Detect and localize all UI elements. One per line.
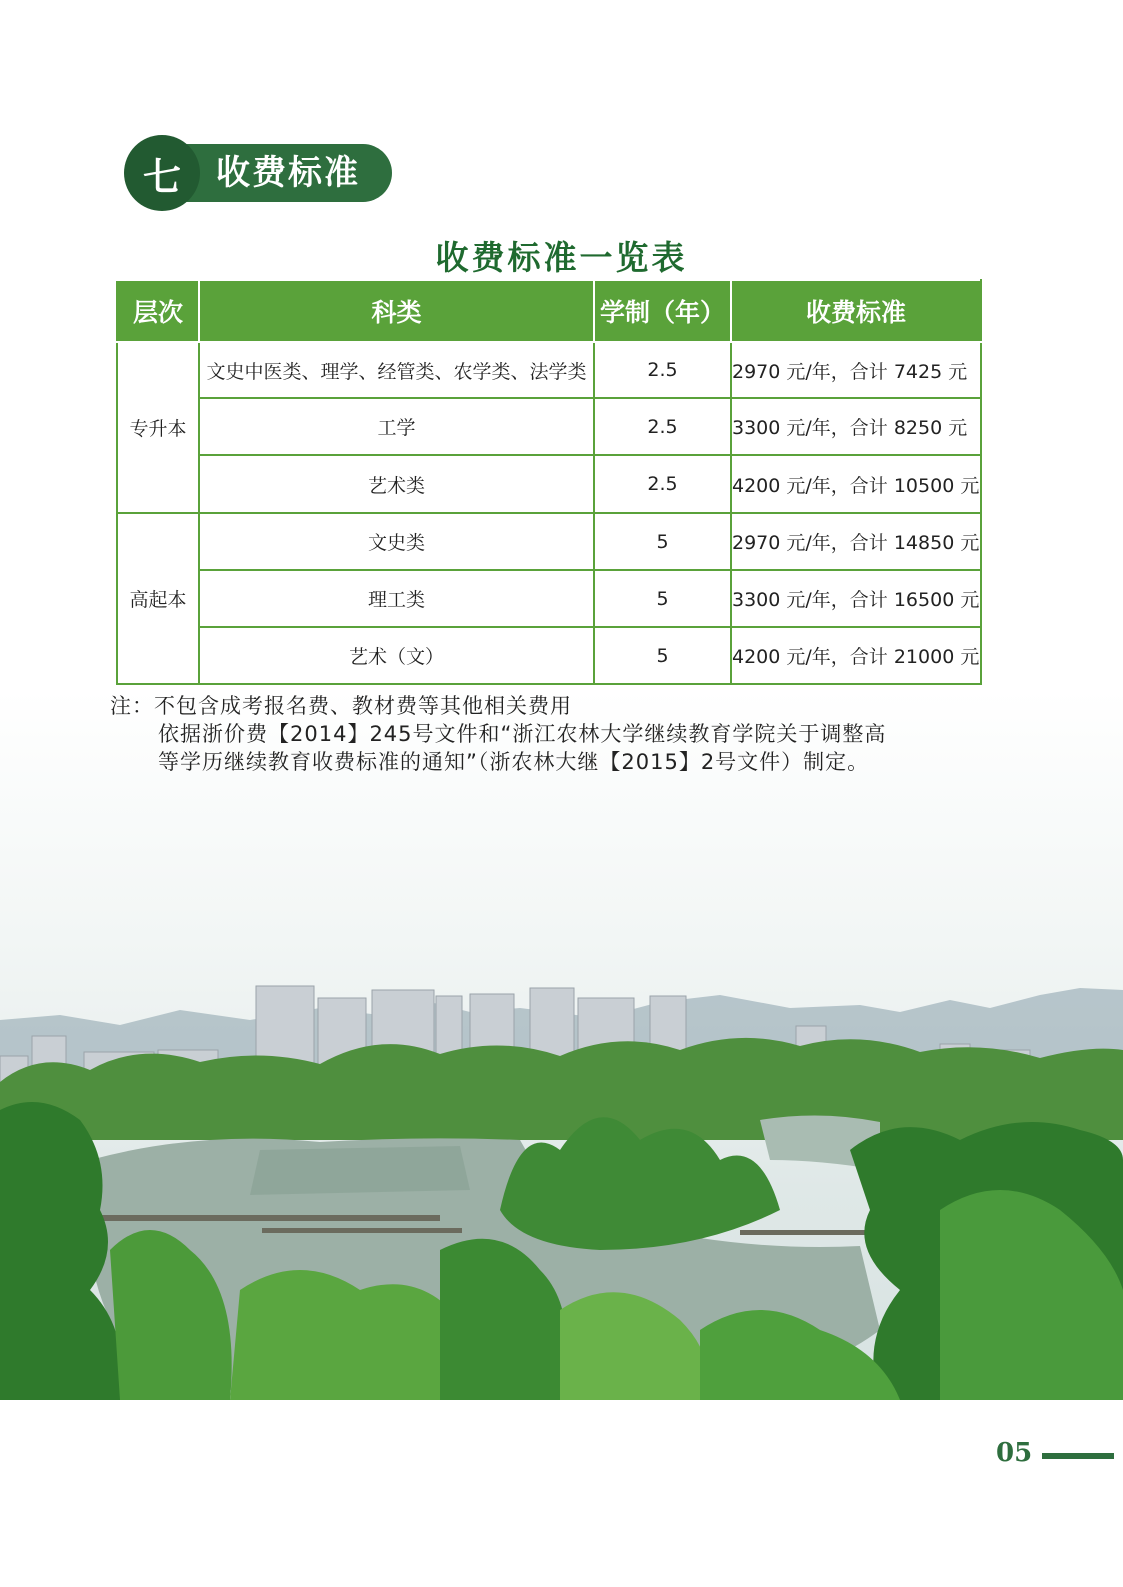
note-line-1: 注：不包含成考报名费、教材费等其他相关费用 xyxy=(110,694,572,718)
page-number-bar xyxy=(1042,1453,1114,1459)
level-cell: 高起本 xyxy=(117,513,199,684)
header-level: 层次 xyxy=(117,280,199,342)
category-cell: 文史类 xyxy=(199,513,594,570)
section-title: 收费标准 xyxy=(216,153,360,193)
years-cell: 2.5 xyxy=(594,398,731,455)
table-title: 收费标准一览表 xyxy=(435,238,688,277)
category-cell: 工学 xyxy=(199,398,594,455)
table-row xyxy=(117,342,981,398)
fee-cell: 4200 元/年，合计 10500 元 xyxy=(731,455,981,513)
years-cell: 2.5 xyxy=(594,455,731,513)
landscape-drawing xyxy=(0,690,1123,1400)
header-years: 学制（年） xyxy=(594,280,731,342)
category-cell: 文史中医类、理学、经管类、农学类、法学类 xyxy=(199,342,594,398)
level-cell: 专升本 xyxy=(117,342,199,513)
table-row xyxy=(117,627,981,684)
header-category: 科类 xyxy=(199,280,594,342)
years-cell: 5 xyxy=(594,627,731,684)
fee-table xyxy=(116,279,982,685)
fee-cell: 4200 元/年，合计 21000 元 xyxy=(731,627,981,684)
campus-landscape-image xyxy=(0,690,1123,1400)
section-number: 七 xyxy=(124,135,200,211)
section-header xyxy=(124,135,392,211)
fee-note xyxy=(110,692,990,776)
note-line-3: 等学历继续教育收费标准的通知”（浙农林大继【2015】2号文件）制定。 xyxy=(158,750,870,774)
table-header-row xyxy=(117,280,981,342)
fee-cell: 2970 元/年，合计 7425 元 xyxy=(731,342,981,398)
category-cell: 艺术（文） xyxy=(199,627,594,684)
page-number: 05 xyxy=(996,1438,1033,1468)
table-row xyxy=(117,513,981,570)
table-row xyxy=(117,570,981,627)
category-cell: 理工类 xyxy=(199,570,594,627)
table-row xyxy=(117,398,981,455)
category-cell: 艺术类 xyxy=(199,455,594,513)
fee-cell: 3300 元/年，合计 16500 元 xyxy=(731,570,981,627)
header-fee: 收费标准 xyxy=(731,280,981,342)
table-row xyxy=(117,455,981,513)
fee-cell: 3300 元/年，合计 8250 元 xyxy=(731,398,981,455)
years-cell: 5 xyxy=(594,570,731,627)
years-cell: 2.5 xyxy=(594,342,731,398)
note-line-2: 依据浙价费【2014】245号文件和“浙江农林大学继续教育学院关于调整高 xyxy=(158,722,887,746)
years-cell: 5 xyxy=(594,513,731,570)
fee-cell: 2970 元/年，合计 14850 元 xyxy=(731,513,981,570)
